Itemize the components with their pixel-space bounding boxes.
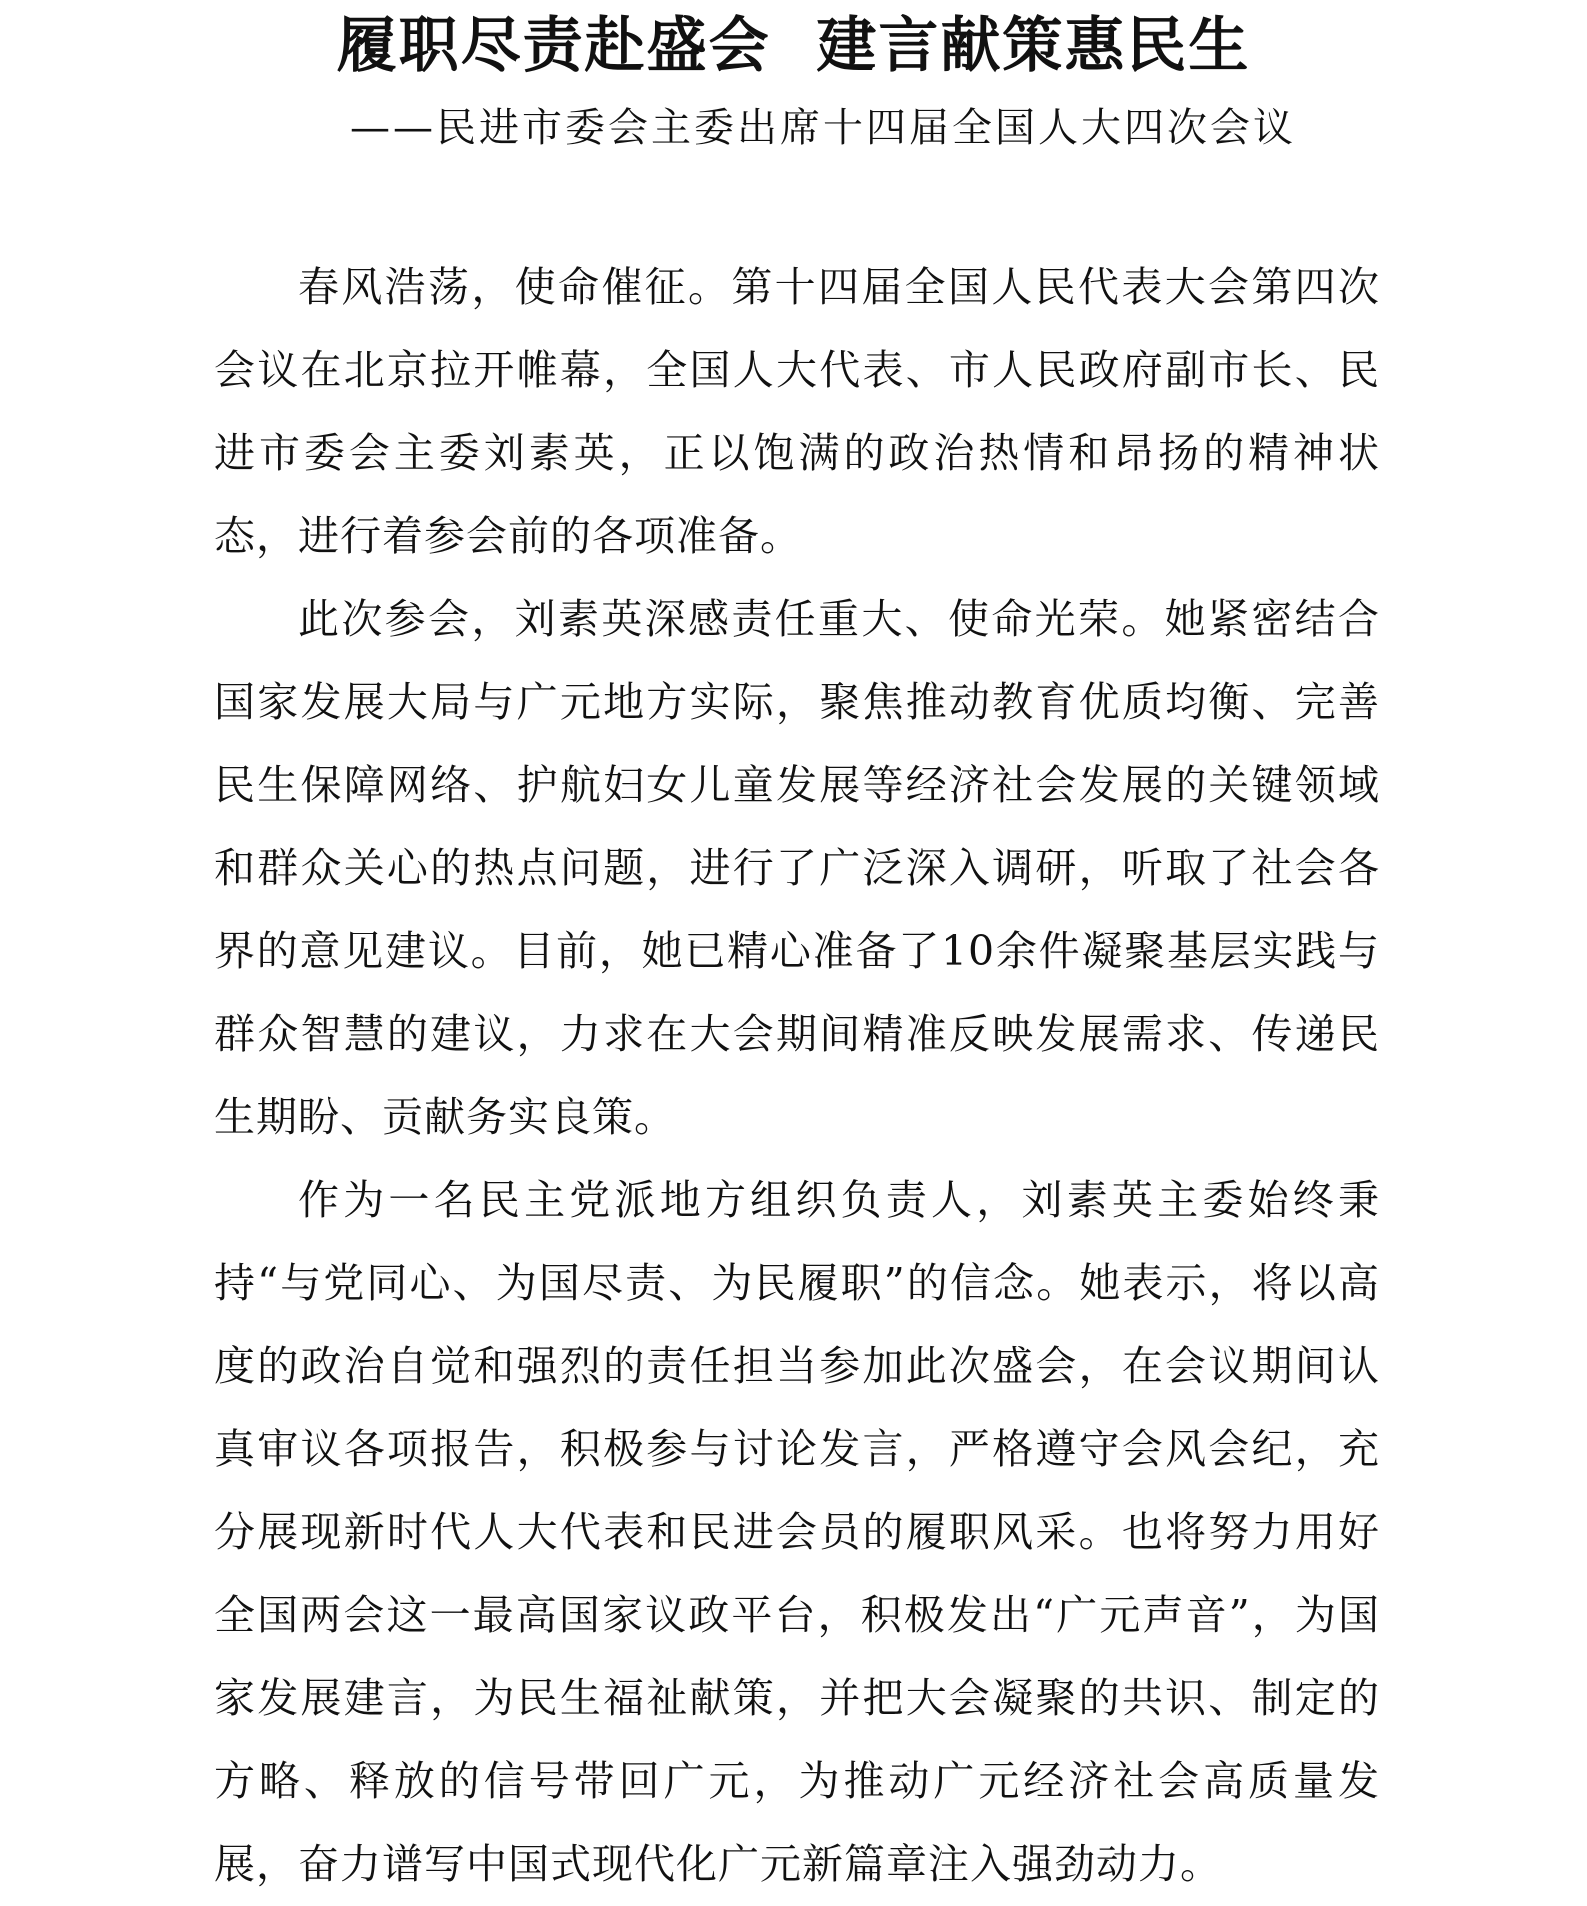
paragraph-1: 春风浩荡，使命催征。第十四届全国人民代表大会第四次会议在北京拉开帷幕，全国人大代表、市人民政府副市长、民进市委会主委刘素英，正以饱满的政治热情和昂扬的精神状态，进行着参会前的各项准备。: [214, 263, 1380, 560]
page-title: 履职尽责赴盛会 建言献策惠民生: [336, 11, 1251, 81]
paragraph-2: 此次参会，刘素英深感责任重大、使命光荣。她紧密结合国家发展大局与广元地方实际，聚焦推动教育优质均衡、完善民生保障网络、护航妇女儿童发展等经济社会发展的关键领域和群众关心的热点问题，进行了广泛深入调研，听取了社会各界的意见建议。目前，她已精心准备了10余件凝聚基层实践与群众智慧的建议，力求在大会期间精准反映发展需求、传递民生期盼、贡献务实良策。: [214, 595, 1380, 1141]
article-body: [214, 246, 1380, 1906]
paragraph-3: 作为一名民主党派地方组织负责人，刘素英主委始终秉持“与党同心、为国尽责、为民履职”的信念。她表示，将以高度的政治自觉和强烈的责任担当参加此次盛会，在会议期间认真审议各项报告，积极参与讨论发言，严格遵守会风会纪，充分展现新时代人大代表和民进会员的履职风采。也将努力用好全国两会这一最高国家议政平台，积极发出“广元声音”，为国家发展建言，为民生福祉献策，并把大会凝聚的共识、制定的方略、释放的信号带回广元，为推动广元经济社会高质量发展，奋力谱写中国式现代化广元新篇章注入强劲动力。: [214, 1176, 1380, 1888]
page-subtitle: ——民进市委会主委出席十四届全国人大四次会议: [350, 105, 1296, 151]
